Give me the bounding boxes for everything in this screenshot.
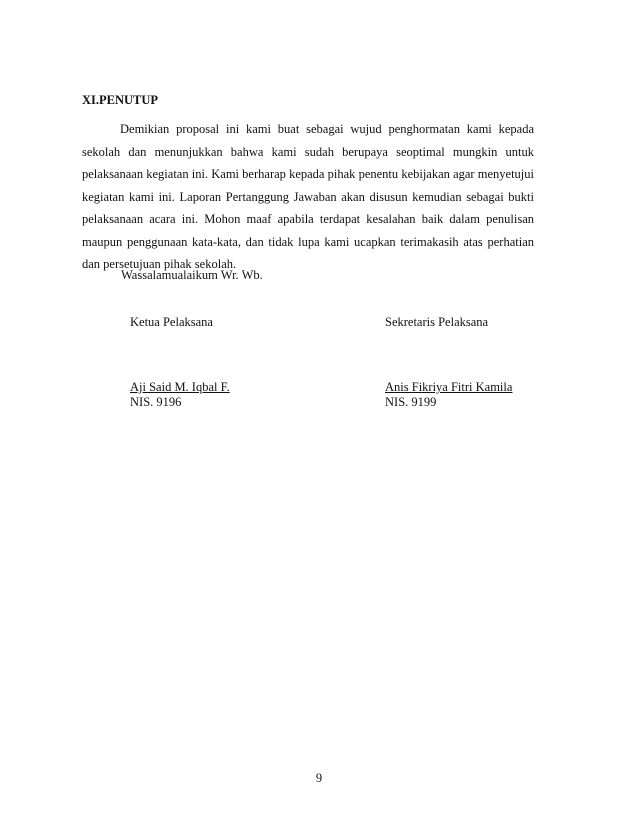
signature-nis-secretary: NIS. 9199 <box>385 395 437 409</box>
page-number: 9 <box>315 771 323 785</box>
signature-name-chairman: Aji Said M. Iqbal F. <box>130 380 230 394</box>
closing-paragraph: Demikian proposal ini kami buat sebagai wujud penghormatan kami kepada sekolah dan menunjukkan bahwa kami sudah berupaya seoptimal mungkin untuk pelaksanaan kegiatan ini. Kami berharap kepada pihak penentu kebijakan agar menyetujui kegiatan kami ini. Laporan Pertanggung Jawaban akan disusun kemudian sebagai bukti pelaksanaan acara ini. Mohon maaf apabila terdapat kesalahan baik dalam penulisan maupun penggunaan kata-kata, dan tidak lupa kami ucapkan terimakasih atas perhatian dan persetujuan pihak sekolah. <box>82 122 534 271</box>
signature-nis-chairman: NIS. 9196 <box>130 395 182 409</box>
signature-role-chairman: Ketua Pelaksana <box>130 315 213 329</box>
signature-name-secretary: Anis Fikriya Fitri Kamila <box>385 380 513 394</box>
signature-role-secretary: Sekretaris Pelaksana <box>385 315 489 329</box>
section-heading: XI.PENUTUP <box>82 93 159 107</box>
closing-greeting: Wassalamualaikum Wr. Wb. <box>121 268 263 282</box>
